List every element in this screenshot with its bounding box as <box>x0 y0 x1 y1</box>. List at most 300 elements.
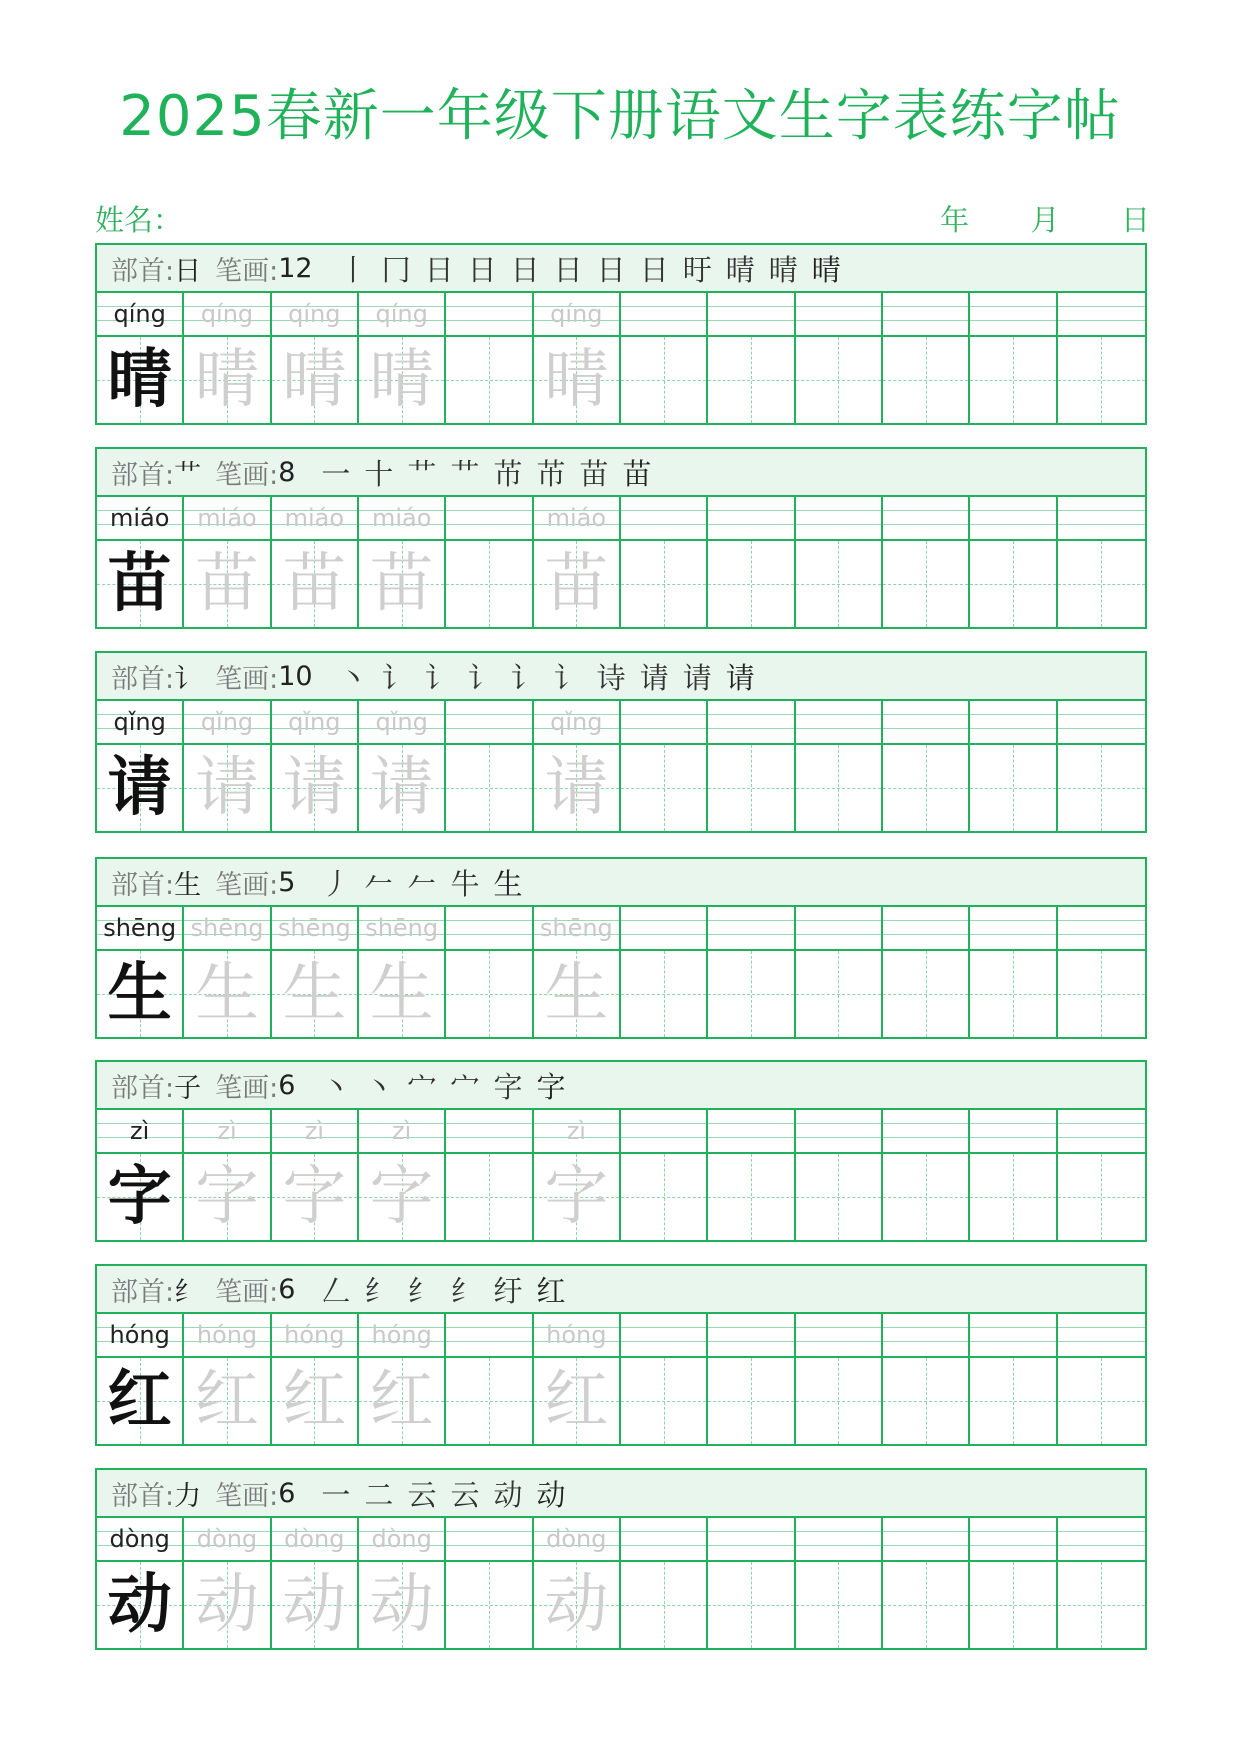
writing-cell[interactable] <box>359 1560 446 1648</box>
character-trace: 晴 <box>369 343 434 417</box>
writing-cell[interactable] <box>708 1356 795 1444</box>
writing-cell[interactable] <box>796 539 883 627</box>
writing-cell[interactable] <box>708 743 795 831</box>
writing-cell[interactable] <box>359 1356 446 1444</box>
stroke-step: 讠 <box>424 660 454 695</box>
pinyin-cell[interactable] <box>359 1518 446 1560</box>
writing-cell[interactable] <box>621 539 708 627</box>
writing-cell[interactable] <box>272 1356 359 1444</box>
pinyin-text: qíng <box>113 300 166 328</box>
pinyin-cell[interactable] <box>446 701 533 743</box>
pinyin-cell[interactable] <box>970 1518 1057 1560</box>
character-block <box>95 1060 1147 1242</box>
pinyin-main <box>97 497 184 539</box>
writing-cell[interactable] <box>621 1356 708 1444</box>
writing-cell[interactable] <box>1058 949 1145 1037</box>
writing-cell[interactable] <box>1058 1356 1145 1444</box>
writing-cell[interactable] <box>1058 743 1145 831</box>
pinyin-cell[interactable] <box>272 1314 359 1356</box>
pinyin-trace: zì <box>566 1117 586 1145</box>
pinyin-cell[interactable] <box>621 293 708 335</box>
pinyin-cell[interactable] <box>184 1110 271 1152</box>
writing-cell[interactable] <box>359 743 446 831</box>
writing-cell[interactable] <box>446 539 533 627</box>
writing-cell[interactable] <box>970 335 1057 423</box>
pinyin-trace: miáo <box>197 504 257 532</box>
pinyin-cell[interactable] <box>621 1314 708 1356</box>
day-label: 日 <box>1120 203 1150 237</box>
pinyin-cell[interactable] <box>883 1110 970 1152</box>
pinyin-cell[interactable] <box>796 293 883 335</box>
pinyin-cell[interactable] <box>359 907 446 949</box>
pinyin-cell[interactable] <box>1058 1314 1145 1356</box>
pinyin-cell[interactable] <box>359 1110 446 1152</box>
stroke-order <box>339 248 841 289</box>
stroke-step: 旴 <box>682 252 712 287</box>
pinyin-trace: qǐng <box>200 708 254 736</box>
pinyin-main <box>97 701 184 743</box>
pinyin-cell[interactable] <box>534 497 621 539</box>
stroke-order <box>321 1473 565 1514</box>
writing-grid <box>95 1516 1147 1650</box>
pinyin-cell[interactable] <box>534 293 621 335</box>
writing-cell[interactable] <box>1058 1152 1145 1240</box>
pinyin-cell[interactable] <box>446 497 533 539</box>
writing-cell[interactable] <box>708 1560 795 1648</box>
pinyin-main <box>97 1518 184 1560</box>
character-trace: 动 <box>369 1568 434 1642</box>
pinyin-cell[interactable] <box>446 1110 533 1152</box>
writing-cell[interactable] <box>1058 539 1145 627</box>
character-trace: 字 <box>369 1160 434 1234</box>
stroke-step: 宀 <box>407 1069 437 1104</box>
strokes-label: 笔画: <box>215 663 279 695</box>
character-text: 请 <box>107 750 172 825</box>
pinyin-cell[interactable] <box>708 1110 795 1152</box>
writing-cell[interactable] <box>621 1152 708 1240</box>
writing-cell[interactable] <box>970 1152 1057 1240</box>
writing-cell[interactable] <box>796 1560 883 1648</box>
writing-cell[interactable] <box>883 335 970 423</box>
pinyin-cell[interactable] <box>621 701 708 743</box>
character-block <box>95 447 1147 629</box>
radical-label: 部首: <box>111 1480 175 1512</box>
writing-cell[interactable] <box>446 335 533 423</box>
stroke-step: 𠂉 <box>407 866 437 901</box>
writing-cell[interactable] <box>359 1152 446 1240</box>
stroke-order <box>321 452 651 493</box>
character-main <box>97 1152 184 1240</box>
stroke-step: 请 <box>725 660 755 695</box>
character-header <box>95 243 1147 291</box>
pinyin-main <box>97 907 184 949</box>
pinyin-cell[interactable] <box>184 497 271 539</box>
strokes-label: 笔画: <box>215 869 279 901</box>
stroke-step: 丨 <box>338 252 368 287</box>
pinyin-trace: shēng <box>277 914 351 942</box>
writing-cell[interactable] <box>708 335 795 423</box>
writing-cell[interactable] <box>970 743 1057 831</box>
writing-cell[interactable] <box>883 1152 970 1240</box>
pinyin-cell[interactable] <box>359 1314 446 1356</box>
writing-cell[interactable] <box>184 1356 271 1444</box>
stroke-step: 讠 <box>510 660 540 695</box>
pinyin-trace: dòng <box>196 1525 258 1553</box>
pinyin-cell[interactable] <box>272 293 359 335</box>
pinyin-cell[interactable] <box>883 907 970 949</box>
writing-grid <box>95 1108 1147 1242</box>
pinyin-main <box>97 293 184 335</box>
writing-cell[interactable] <box>1058 335 1145 423</box>
writing-cell[interactable] <box>446 949 533 1037</box>
strokes-value: 6 <box>278 1273 296 1305</box>
stroke-step: 苗 <box>622 456 652 491</box>
stroke-step: 请 <box>682 660 712 695</box>
writing-cell[interactable] <box>184 1560 271 1648</box>
pinyin-cell[interactable] <box>184 1314 271 1356</box>
pinyin-cell[interactable] <box>446 293 533 335</box>
character-header <box>95 447 1147 495</box>
pinyin-cell[interactable] <box>359 497 446 539</box>
writing-cell[interactable] <box>534 1356 621 1444</box>
pinyin-trace: hóng <box>284 1321 345 1349</box>
character-trace: 动 <box>544 1568 609 1642</box>
stroke-step: 纟 <box>450 1273 480 1308</box>
pinyin-trace: hóng <box>546 1321 607 1349</box>
writing-grid <box>95 1312 1147 1446</box>
stroke-step: 宀 <box>450 1069 480 1104</box>
stroke-step: 丶 <box>338 660 368 695</box>
radical-value: 力 <box>174 1480 202 1512</box>
stroke-step: 艹 <box>450 456 480 491</box>
pinyin-trace: shēng <box>539 914 613 942</box>
strokes-label: 笔画: <box>215 1276 279 1308</box>
pinyin-cell[interactable] <box>272 1110 359 1152</box>
pinyin-cell[interactable] <box>970 1110 1057 1152</box>
writing-cell[interactable] <box>796 743 883 831</box>
pinyin-cell[interactable] <box>446 1314 533 1356</box>
pinyin-cell[interactable] <box>708 907 795 949</box>
stroke-step: 丶 <box>321 1069 351 1104</box>
stroke-step: 晴 <box>811 252 841 287</box>
strokes-label: 笔画: <box>215 1072 279 1104</box>
date-labels <box>940 200 1150 240</box>
strokes-value: 8 <box>278 456 296 488</box>
stroke-step: 晴 <box>725 252 755 287</box>
pinyin-cell[interactable] <box>184 701 271 743</box>
pinyin-cell[interactable] <box>796 907 883 949</box>
character-header <box>95 651 1147 699</box>
writing-cell[interactable] <box>359 539 446 627</box>
character-trace: 苗 <box>369 547 434 621</box>
pinyin-cell[interactable] <box>272 1518 359 1560</box>
character-header <box>95 1468 1147 1516</box>
writing-cell[interactable] <box>970 949 1057 1037</box>
month-label: 月 <box>1030 203 1060 237</box>
pinyin-cell[interactable] <box>970 907 1057 949</box>
pinyin-cell[interactable] <box>621 907 708 949</box>
writing-cell[interactable] <box>1058 1560 1145 1648</box>
pinyin-cell[interactable] <box>708 497 795 539</box>
writing-cell[interactable] <box>796 1152 883 1240</box>
writing-cell[interactable] <box>272 1152 359 1240</box>
pinyin-cell[interactable] <box>708 1314 795 1356</box>
character-main <box>97 743 184 831</box>
pinyin-trace: hóng <box>371 1321 432 1349</box>
writing-cell[interactable] <box>446 743 533 831</box>
pinyin-trace: qíng <box>375 300 428 328</box>
strokes-value: 5 <box>278 866 296 898</box>
writing-cell[interactable] <box>883 539 970 627</box>
pinyin-cell[interactable] <box>1058 907 1145 949</box>
strokes-label: 笔画: <box>215 459 279 491</box>
pinyin-trace: zì <box>392 1117 412 1145</box>
pinyin-trace: dòng <box>284 1525 345 1553</box>
stroke-step: 云 <box>407 1477 437 1512</box>
pinyin-trace: zì <box>304 1117 324 1145</box>
pinyin-cell[interactable] <box>534 907 621 949</box>
character-header <box>95 1060 1147 1108</box>
pinyin-trace: shēng <box>365 914 439 942</box>
writing-cell[interactable] <box>184 1152 271 1240</box>
writing-cell[interactable] <box>708 1152 795 1240</box>
writing-cell[interactable] <box>796 335 883 423</box>
pinyin-cell[interactable] <box>446 907 533 949</box>
writing-cell[interactable] <box>359 949 446 1037</box>
pinyin-text: miáo <box>109 504 170 532</box>
character-block <box>95 651 1147 833</box>
pinyin-cell[interactable] <box>272 497 359 539</box>
stroke-step: 一 <box>321 1477 351 1512</box>
character-trace: 字 <box>544 1160 609 1234</box>
pinyin-cell[interactable] <box>621 497 708 539</box>
pinyin-trace: qíng <box>288 300 341 328</box>
pinyin-cell[interactable] <box>883 701 970 743</box>
character-trace: 字 <box>194 1160 259 1234</box>
stroke-step: 丿 <box>321 866 351 901</box>
pinyin-cell[interactable] <box>970 497 1057 539</box>
character-trace: 苗 <box>194 547 259 621</box>
character-trace: 生 <box>369 957 434 1031</box>
writing-cell[interactable] <box>184 949 271 1037</box>
pinyin-cell[interactable] <box>708 293 795 335</box>
pinyin-cell[interactable] <box>796 497 883 539</box>
character-block <box>95 857 1147 1039</box>
writing-cell[interactable] <box>184 743 271 831</box>
writing-cell[interactable] <box>272 335 359 423</box>
stroke-step: 讠 <box>553 660 583 695</box>
stroke-step: 诗 <box>596 660 626 695</box>
pinyin-cell[interactable] <box>534 1314 621 1356</box>
stroke-step: 请 <box>639 660 669 695</box>
writing-cell[interactable] <box>534 1560 621 1648</box>
pinyin-trace: qǐng <box>288 708 341 736</box>
pinyin-cell[interactable] <box>184 907 271 949</box>
character-main <box>97 1356 184 1444</box>
pinyin-cell[interactable] <box>1058 1518 1145 1560</box>
stroke-step: 纡 <box>493 1273 523 1308</box>
writing-cell[interactable] <box>446 1152 533 1240</box>
writing-grid <box>95 495 1147 629</box>
writing-cell[interactable] <box>708 539 795 627</box>
pinyin-cell[interactable] <box>1058 1110 1145 1152</box>
writing-cell[interactable] <box>970 1356 1057 1444</box>
character-trace: 生 <box>194 957 259 1031</box>
character-trace: 红 <box>194 1364 259 1438</box>
pinyin-text: zì <box>130 1117 150 1145</box>
pinyin-cell[interactable] <box>621 1518 708 1560</box>
strokes-label: 笔画: <box>215 255 279 287</box>
pinyin-text: dòng <box>109 1525 170 1553</box>
pinyin-cell[interactable] <box>534 1110 621 1152</box>
pinyin-cell[interactable] <box>796 1110 883 1152</box>
pinyin-cell[interactable] <box>883 293 970 335</box>
writing-cell[interactable] <box>796 949 883 1037</box>
character-trace: 晴 <box>544 343 609 417</box>
pinyin-cell[interactable] <box>184 293 271 335</box>
writing-cell[interactable] <box>970 1560 1057 1648</box>
character-trace: 晴 <box>282 343 347 417</box>
character-header <box>95 857 1147 905</box>
stroke-step: 二 <box>364 1477 394 1512</box>
character-block <box>95 1264 1147 1446</box>
stroke-order <box>321 862 522 903</box>
radical-label: 部首: <box>111 663 175 695</box>
pinyin-trace: shēng <box>190 914 264 942</box>
radical-value: 日 <box>174 255 202 287</box>
pinyin-cell[interactable] <box>970 1314 1057 1356</box>
pinyin-cell[interactable] <box>708 701 795 743</box>
pinyin-cell[interactable] <box>1058 293 1145 335</box>
pinyin-cell[interactable] <box>446 1518 533 1560</box>
pinyin-trace: qǐng <box>550 708 603 736</box>
character-trace: 红 <box>544 1364 609 1438</box>
name-label: 姓名： <box>95 203 183 237</box>
stroke-step: 一 <box>321 456 351 491</box>
pinyin-cell[interactable] <box>534 1518 621 1560</box>
stroke-step: 芇 <box>493 456 523 491</box>
page-title: 2025春新一年级下册语文生字表练字帖 <box>119 84 1121 149</box>
pinyin-cell[interactable] <box>359 293 446 335</box>
strokes-value: 6 <box>278 1477 296 1509</box>
writing-cell[interactable] <box>446 1356 533 1444</box>
pinyin-cell[interactable] <box>272 907 359 949</box>
writing-cell[interactable] <box>446 1560 533 1648</box>
character-trace: 晴 <box>194 343 259 417</box>
writing-cell[interactable] <box>272 1560 359 1648</box>
stroke-order <box>339 656 755 697</box>
character-trace: 动 <box>282 1568 347 1642</box>
writing-cell[interactable] <box>534 539 621 627</box>
pinyin-cell[interactable] <box>184 1518 271 1560</box>
writing-cell[interactable] <box>883 1560 970 1648</box>
writing-cell[interactable] <box>883 743 970 831</box>
radical-value: 纟 <box>174 1276 202 1308</box>
pinyin-cell[interactable] <box>1058 701 1145 743</box>
pinyin-cell[interactable] <box>970 293 1057 335</box>
writing-cell[interactable] <box>272 743 359 831</box>
pinyin-cell[interactable] <box>708 1518 795 1560</box>
writing-cell[interactable] <box>621 743 708 831</box>
character-block <box>95 243 1147 425</box>
writing-cell[interactable] <box>184 539 271 627</box>
writing-cell[interactable] <box>272 539 359 627</box>
character-trace: 动 <box>194 1568 259 1642</box>
pinyin-cell[interactable] <box>883 1314 970 1356</box>
writing-cell[interactable] <box>534 949 621 1037</box>
pinyin-cell[interactable] <box>796 1518 883 1560</box>
character-trace: 生 <box>544 957 609 1031</box>
stroke-step: 红 <box>536 1273 566 1308</box>
stroke-step: 动 <box>536 1477 566 1512</box>
pinyin-cell[interactable] <box>272 701 359 743</box>
stroke-step: 讠 <box>381 660 411 695</box>
stroke-step: 𠂉 <box>364 866 394 901</box>
writing-cell[interactable] <box>534 743 621 831</box>
stroke-step: 日 <box>467 252 497 287</box>
writing-cell[interactable] <box>883 949 970 1037</box>
stroke-step: 纟 <box>407 1273 437 1308</box>
writing-cell[interactable] <box>883 1356 970 1444</box>
writing-cell[interactable] <box>708 949 795 1037</box>
writing-cell[interactable] <box>272 949 359 1037</box>
stroke-step: 牛 <box>450 866 480 901</box>
strokes-value: 12 <box>278 252 313 284</box>
pinyin-cell[interactable] <box>883 1518 970 1560</box>
writing-cell[interactable] <box>184 335 271 423</box>
stroke-step: 十 <box>364 456 394 491</box>
pinyin-trace: zì <box>217 1117 237 1145</box>
stroke-step: 讠 <box>467 660 497 695</box>
pinyin-cell[interactable] <box>796 701 883 743</box>
writing-cell[interactable] <box>359 335 446 423</box>
character-trace: 请 <box>282 751 347 825</box>
pinyin-cell[interactable] <box>796 1314 883 1356</box>
character-trace: 苗 <box>544 547 609 621</box>
writing-cell[interactable] <box>796 1356 883 1444</box>
writing-cell[interactable] <box>621 1560 708 1648</box>
pinyin-cell[interactable] <box>1058 497 1145 539</box>
character-trace: 请 <box>369 751 434 825</box>
stroke-step: 日 <box>639 252 669 287</box>
character-trace: 请 <box>544 751 609 825</box>
pinyin-cell[interactable] <box>970 701 1057 743</box>
character-block <box>95 1468 1147 1650</box>
writing-cell[interactable] <box>970 539 1057 627</box>
character-text: 红 <box>107 1363 172 1438</box>
writing-cell[interactable] <box>534 335 621 423</box>
pinyin-main <box>97 1110 184 1152</box>
pinyin-text: hóng <box>109 1321 170 1349</box>
character-main <box>97 1560 184 1648</box>
pinyin-trace: qíng <box>550 300 603 328</box>
stroke-order <box>321 1269 565 1310</box>
writing-cell[interactable] <box>621 335 708 423</box>
pinyin-trace: dòng <box>371 1525 432 1553</box>
year-label: 年 <box>940 203 970 237</box>
character-text: 动 <box>107 1567 172 1642</box>
pinyin-cell[interactable] <box>534 701 621 743</box>
character-main <box>97 335 184 423</box>
stroke-step: 芇 <box>536 456 566 491</box>
pinyin-cell[interactable] <box>883 497 970 539</box>
pinyin-cell[interactable] <box>621 1110 708 1152</box>
pinyin-cell[interactable] <box>359 701 446 743</box>
character-header <box>95 1264 1147 1312</box>
stroke-step: 字 <box>493 1069 523 1104</box>
writing-cell[interactable] <box>534 1152 621 1240</box>
writing-cell[interactable] <box>621 949 708 1037</box>
